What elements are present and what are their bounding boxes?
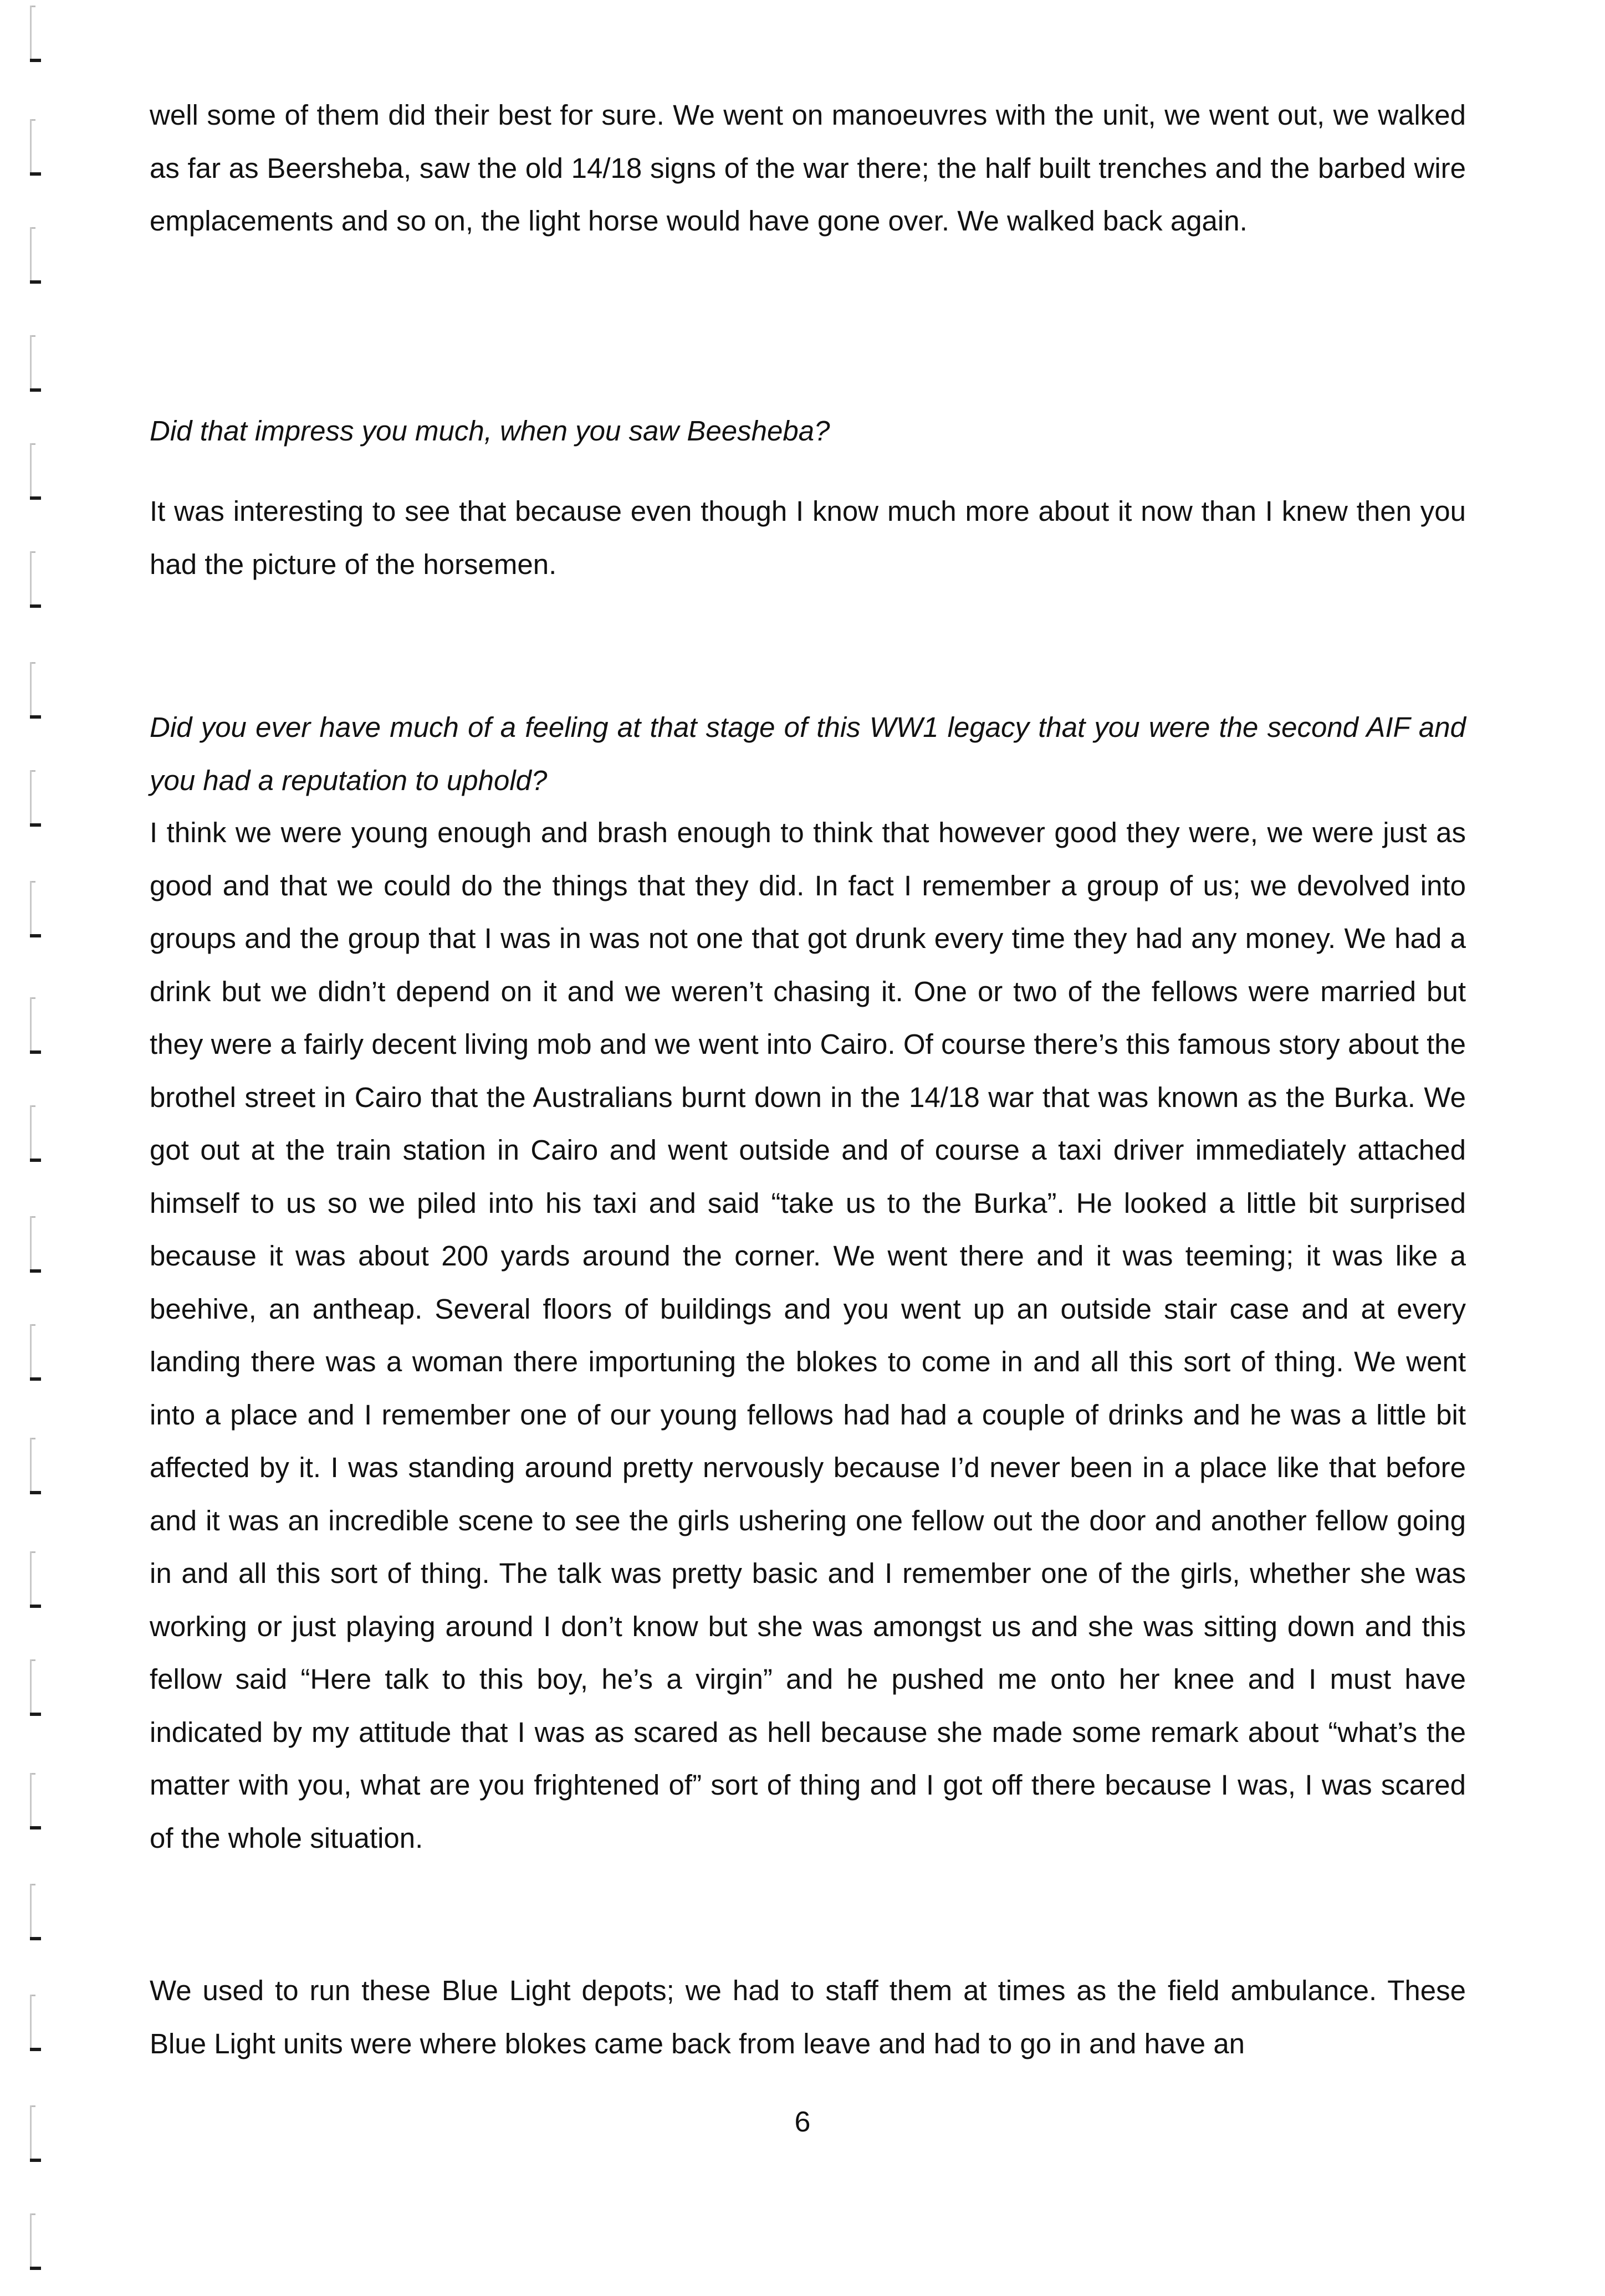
binder-mark (24, 662, 43, 729)
binder-mark (24, 1995, 43, 2061)
binder-mark (24, 1216, 43, 1283)
interviewer-question: Did you ever have much of a feeling at that stage of this WW1 legacy that you were the second AIF and you had a reputation to uphold? (150, 711, 1466, 796)
binder-mark (24, 770, 43, 837)
binder-mark (24, 2213, 43, 2280)
answer-paragraph: We used to run these Blue Light depots; we had to staff them at times as the field ambulance. These Blue Light units were where blokes came back from leave and had to go in and have an (150, 1975, 1466, 2059)
interviewer-question: Did that impress you much, when you saw Beesheba? (150, 415, 830, 447)
binder-mark (24, 1551, 43, 1618)
binder-mark (24, 6, 43, 72)
binder-mark (24, 443, 43, 510)
answer-paragraph: I think we were young enough and brash enough to think that however good they were, we were just as good and that we could do the things that they did. In fact I remember a group of us; we devolved into groups and the group that I was in was not one that got drunk every time they had any money. We had a drink but we didn’t depend on it and we weren’t chasing it. One or two of the fellows were married but they were a fairly decent living mob and we went into Cairo. Of course there’s this famous story about the brothel street in Cairo that the Australians burnt down in the 14/18 war that was known as the Burka. We got out at the train station in Cairo and went outside and of course a taxi driver immediately attached himself to us so we piled into his taxi and said “take us to the Burka”. He looked a little bit surprised because it was about 200 yards around the corner. We went there and it was teeming; it was like a beehive, an antheap. Several floors of buildings and you went up an outside stair case and at every landing there was a woman there importuning the blokes to come in and all this sort of thing. We went into a place and I remember one of our young fellows had had a couple of drinks and he was a little bit affected by it. I was standing around pretty nervously because I’d never been in a place like that before and it was an incredible scene to see the girls ushering one fellow out the door and another fellow going in and all this sort of thing. The talk was pretty basic and I remember one of the girls, whether she was working or just playing around I don’t know but she was amongst us and she was sitting down and this fellow said “Here talk to this boy, he’s a virgin” and he pushed me onto her knee and I must have indicated by my attitude that I was as scared as hell because she made some remark about “what’s the matter with you, what are you frightened of” sort of thing and I got off there because I was, I was scared of the whole situation. (150, 817, 1466, 1854)
binder-mark (24, 1105, 43, 1172)
binder-mark (24, 1324, 43, 1391)
binder-mark (24, 227, 43, 294)
binder-mark (24, 551, 43, 618)
binder-mark (24, 1884, 43, 1950)
binder-mark (24, 335, 43, 402)
binder-mark (24, 119, 43, 186)
answer-paragraph: It was interesting to see that because even though I know much more about it now than I knew then you had the picture of the horsemen. (150, 495, 1466, 580)
binder-mark (24, 997, 43, 1064)
binder-mark (24, 1659, 43, 1726)
answer-paragraph-continued: well some of them did their best for sure. We went on manoeuvres with the unit, we went out, we walked as far as Beersheba, saw the old 14/18 signs of the war there; the half built trenches and the barbed wire emplacements and so on, the light horse would have gone over. We walked back again. (150, 99, 1466, 237)
binder-mark (24, 1773, 43, 1839)
binder-mark (24, 881, 43, 947)
binder-hole-marks (24, 0, 47, 2296)
page-number: 6 (794, 2106, 811, 2138)
binder-mark (24, 1438, 43, 1504)
